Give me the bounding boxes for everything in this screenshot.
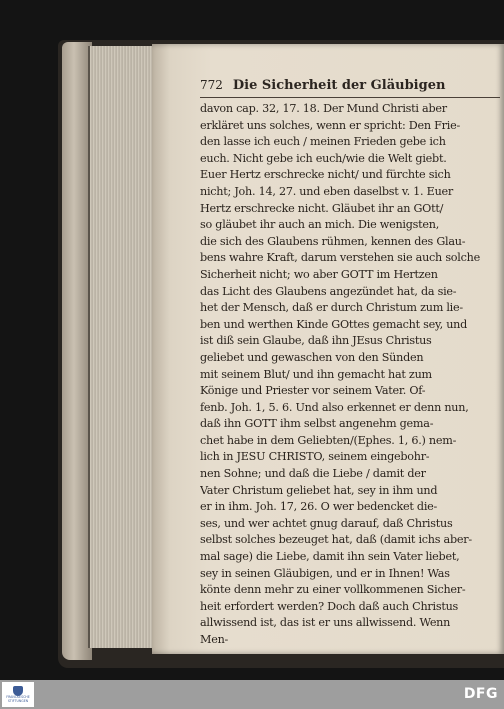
text-line: er in ihm. Joh. 17, 26. O wer bedencket die- [200,500,438,514]
text-line: ses, und wer achtet gnug darauf, daß Christus [200,516,453,530]
text-line: ben und werthen Kinde GOttes gemacht sey, und [200,317,468,331]
header-rule [200,97,500,98]
text-line: könte denn mehr zu einer vollkommenen Sicher- [200,583,466,597]
text-line: daß ihn GOTT ihm selbst angenehm gema- [200,417,434,431]
text-line: davon cap. 32, 17. 18. Der Mund Christi aber [200,102,447,115]
text-line: so gläubet ihr auch an mich. Die wenigsten, [200,218,440,232]
page-edges [88,46,160,648]
text-line: die sich des Glaubens rühmen, kennen des Glau- [200,234,466,248]
text-line: den lasse ich euch / meinen Frieden gebe ich [200,135,446,149]
text-line: Men- [200,633,229,646]
running-head-title: Die Sicherheit der Gläubigen [232,78,446,93]
text-line: Hertz erschrecke nicht. Gläubet ihr an GOtt/ [200,201,444,215]
text-line: ist diß sein Glaube, daß ihn JEsus Christus [200,334,432,348]
text-line: heit erfordert werden? Doch daß auch Christus [200,599,459,613]
footer-bar [0,680,504,709]
text-line: Sicherheit nicht; wo aber GOTT im Hertzen [200,267,438,281]
text-line: allwissend ist, das ist er uns allwissend. Wenn [200,616,451,630]
text-line: mit seinem Blut/ und ihn gemacht hat zum [200,367,432,381]
text-line: sey in seinen Gläubigen, und er in Ihnen! Was [200,566,450,580]
text-line: erkläret uns solches, wenn er spricht: Den Frie- [200,118,460,132]
text-line: nicht; Joh. 14, 27. und eben daselbst v. 1. Euer [200,184,454,198]
text-line: das Licht des Glaubens angezündet hat, da sie- [200,284,457,298]
text-line: chet habe in dem Geliebten/(Ephes. 1, 6.) nem- [200,433,457,447]
body-text [200,101,500,649]
text-line: fenb. Joh. 1, 5. 6. Und also erkennet er denn nun, [200,400,469,414]
text-line: geliebet und gewaschen von den Sünden [200,350,424,364]
text-line: Vater Christum geliebet hat, sey in ihm und [200,483,438,497]
text-line: Könige und Priester vor seinem Vater. Of- [200,384,426,398]
dfg-logo: DFG [463,686,498,702]
page-number: 772 [200,78,223,92]
text-line: mal sage) die Liebe, damit ihn sein Vater liebet, [200,550,460,564]
running-head [200,78,504,98]
text-line: het der Mensch, daß er durch Christum zum lie- [200,301,463,315]
text-line: selbst solches bezeuget hat, daß (damit ichs aber- [200,533,472,547]
text-line: nen Sohne; und daß die Liebe / damit der [200,467,426,481]
text-line: euch. Nicht gebe ich euch/wie die Welt giebt. [200,151,447,165]
text-line: lich in JESU CHRISTO, seinem eingebohr- [200,450,430,464]
text-line: Euer Hertz erschrecke nicht/ und fürchte sich [200,168,451,182]
text-line: bens wahre Kraft, darum verstehen sie auch solche [200,251,480,265]
institution-logo [2,682,34,707]
institution-logo-text: FRANCKESCHE STIFTUNGEN [6,694,30,703]
